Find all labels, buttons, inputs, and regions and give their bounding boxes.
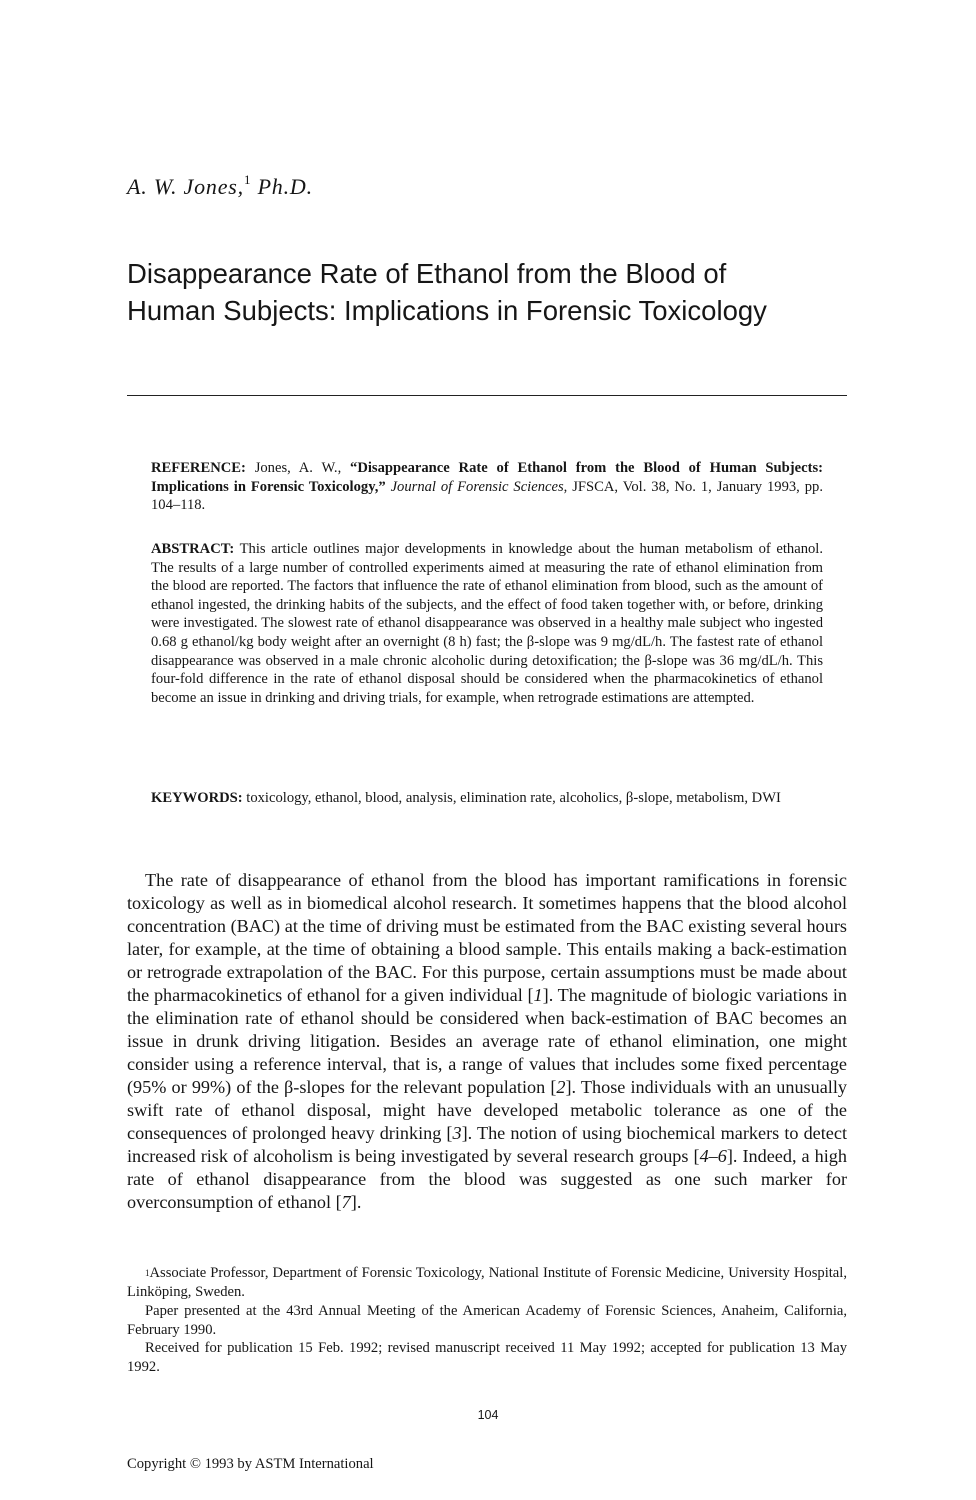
citation-ref: 2 [556,1077,566,1097]
keywords-text: toxicology, ethanol, blood, analysis, elimination rate, alcoholics, β-slope, metabolism, DWI [246,790,781,806]
citation-ref: 7 [341,1192,351,1212]
body-text-segment: ]. Indeed, a high rate of ethanol disappearance from the blood was suggested as one such marker for overconsumption of ethanol [ [127,1146,847,1212]
title-line-1: Disappearance Rate of Ethanol from the Blood of [127,258,727,289]
abstract-text: This article outlines major developments in knowledge about the human metabolism of ethanol. The results of a large number of controlled experiments aimed at measuring the rate of ethanol elimination from the blood are reported. The factors that influence the rate of ethanol elimination from blood, such as the amount of ethanol ingested, the drinking habits of the subjects, and the effect of food taken together with, or before, drinking were investigated. The slowest rate of ethanol disappearance was observed in a healthy male subject who ingested 0.68 g ethanol/kg body weight after an overnight (8 h) fast; the β-slope was 9 mg/dL/h. The fastest rate of ethanol disappearance was observed in a male chronic alcoholic during detoxification; the β-slope was 36 mg/dL/h. This four-fold difference in the rate of ethanol disposal should be considered when the pharmacokinetics of ethanol become an issue in drinking and driving trials, for example, when retrograde estimations are attempted. [151,541,823,706]
reference-journal: Journal of Forensic Sciences [390,478,564,495]
body-text-segment: ]. [350,1192,362,1212]
footnote-presented: Paper presented at the 43rd Annual Meeting of the American Academy of Forensic Sciences, Anaheim, California, February 1990. [127,1303,847,1338]
citation-ref: 4–6 [699,1146,727,1166]
title-line-2: Human Subjects: Implications in Forensic Toxicology [127,295,767,326]
footnote-mark: 1 [145,1268,150,1278]
copyright-notice: Copyright © 1993 by ASTM International [127,1456,374,1472]
body-paragraph [127,869,847,1214]
footnote-affiliation [127,1264,847,1301]
author-name: A. W. Jones, [127,174,244,199]
keywords-label: KEYWORDS: [151,790,243,806]
paper-title [127,255,887,329]
reference-block [151,459,823,515]
abstract-block [151,540,823,707]
page-number: 104 [477,1408,499,1422]
reference-details: , JFSCA, Vol. 38, No. 1, January 1993, pp. 104–118. [151,478,823,514]
citation-ref: 1 [533,985,543,1005]
body-text-segment: The rate of disappearance of ethanol from the blood has important ramifications in forensic toxicology as well as in biomedical alcohol research. It sometimes happens that the blood alcohol concentration (BAC) at the time of driving must be estimated from the BAC existing several hours later, for example, at the time of obtaining a blood sample. This entails making a back-estimation or retrograde extrapolation of the BAC. For this purpose, certain assumptions must be made about the pharmacokinetics of ethanol for a given individual [ [127,870,847,1005]
reference-article-title: “Disappearance Rate of Ethanol from the Blood of Human Subjects: Implications in Forensic Toxicology,” [151,460,823,495]
author-degree: Ph.D. [257,174,313,199]
footnote-received: Received for publication 15 Feb. 1992; revised manuscript received 11 May 1992; accepted for publication 13 May 1992. [127,1340,847,1375]
footnote-affiliation-text: Associate Professor, Department of Forensic Toxicology, National Institute of Forensic Medicine, University Hospital, Linköping, Sweden. [127,1265,847,1300]
abstract-label: ABSTRACT: [151,541,235,557]
citation-ref: 3 [452,1123,462,1143]
reference-label: REFERENCE: [151,460,246,476]
reference-authors: Jones, A. W., [254,460,342,476]
author-line [127,174,313,200]
body-text-segment: ]. The notion of using biochemical markers to detect increased risk of alcoholism is being investigated by several research groups [ [127,1123,847,1166]
keywords-block [151,789,823,808]
author-footnote-mark: 1 [243,172,252,187]
title-divider [127,395,847,396]
body-text-segment: ]. The magnitude of biologic variations in the elimination rate of ethanol should be considered when back-estimation of BAC becomes an issue in drunk driving litigation. Besides an average rate of ethanol elimination, one might consider using a reference interval, that is, a range of values that includes some fixed percentage (95% or 99%) of the β-slopes for the relevant population [ [127,985,847,1097]
body-text-segment: ]. Those individuals with an unusually swift rate of ethanol disposal, might have developed metabolic tolerance as one of the consequences of prolonged heavy drinking [ [127,1077,847,1143]
